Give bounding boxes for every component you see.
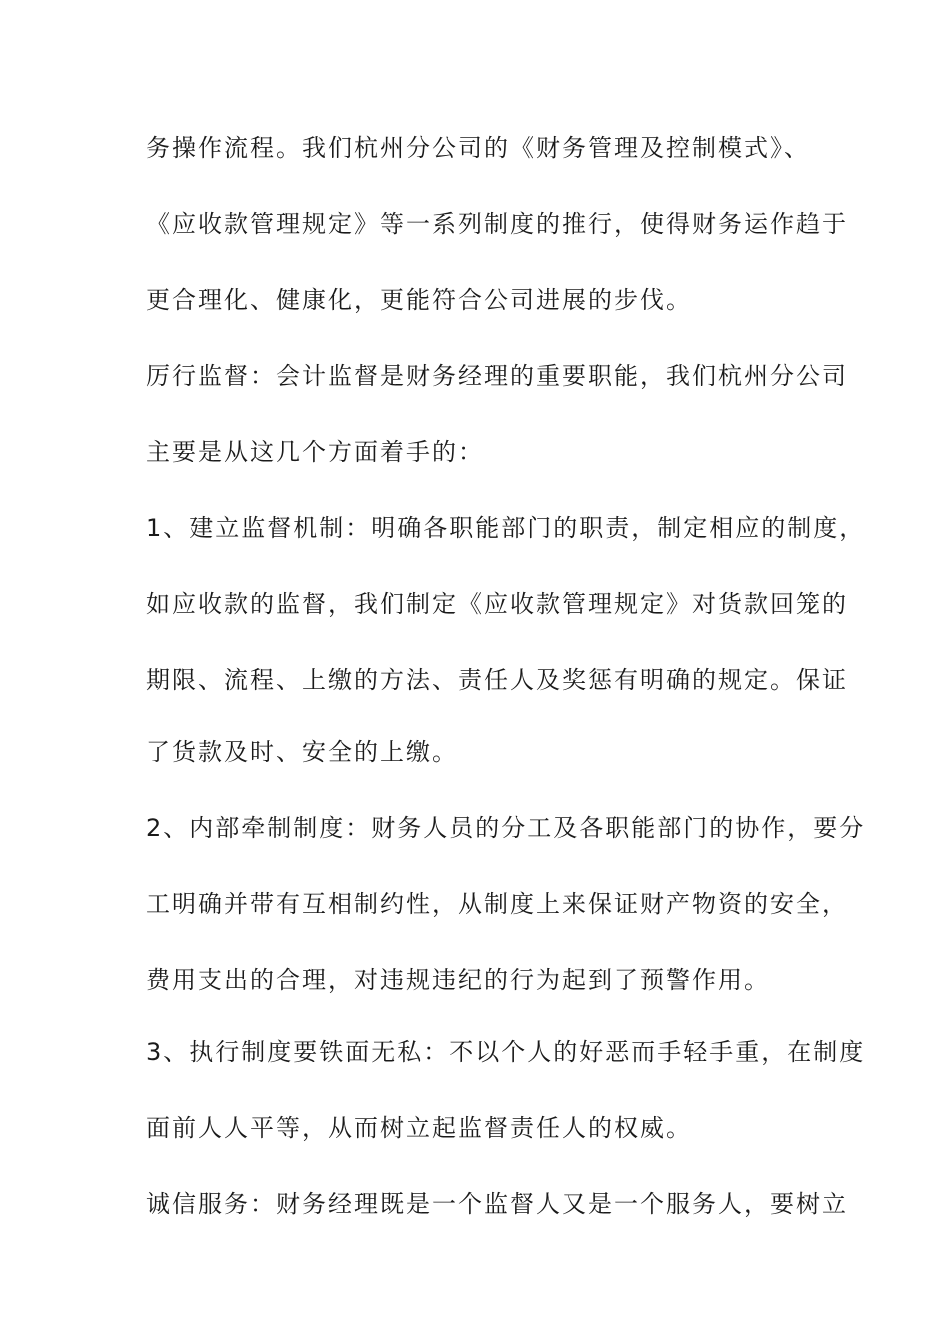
- text-line: 更合理化、健康化，更能符合公司进展的步伐。: [146, 286, 692, 314]
- text-line: 期限、流程、上缴的方法、责任人及奖惩有明确的规定。保证: [146, 666, 848, 694]
- text-line: 诚信服务：财务经理既是一个监督人又是一个服务人，要树立: [146, 1190, 848, 1218]
- text-line: 务操作流程。我们杭州分公司的《财务管理及控制模式》、: [146, 134, 810, 162]
- text-line: 2、内部牵制制度：财务人员的分工及各职能部门的协作，要分: [146, 814, 866, 842]
- text-line: 1、建立监督机制：明确各职能部门的职责，制定相应的制度，: [146, 514, 866, 542]
- text-line: 费用支出的合理，对违规违纪的行为起到了预警作用。: [146, 966, 770, 994]
- text-line: 厉行监督：会计监督是财务经理的重要职能，我们杭州分公司: [146, 362, 848, 390]
- text-line: 面前人人平等，从而树立起监督责任人的权威。: [146, 1114, 692, 1142]
- text-line: 《应收款管理规定》等一系列制度的推行，使得财务运作趋于: [146, 210, 848, 238]
- text-line: 主要是从这几个方面着手的：: [146, 438, 484, 466]
- text-line: 如应收款的监督，我们制定《应收款管理规定》对货款回笼的: [146, 590, 848, 618]
- text-line: 3、执行制度要铁面无私：不以个人的好恶而手轻手重，在制度: [146, 1038, 866, 1066]
- text-line: 了货款及时、安全的上缴。: [146, 738, 458, 766]
- text-line: 工明确并带有互相制约性，从制度上来保证财产物资的安全，: [146, 890, 848, 918]
